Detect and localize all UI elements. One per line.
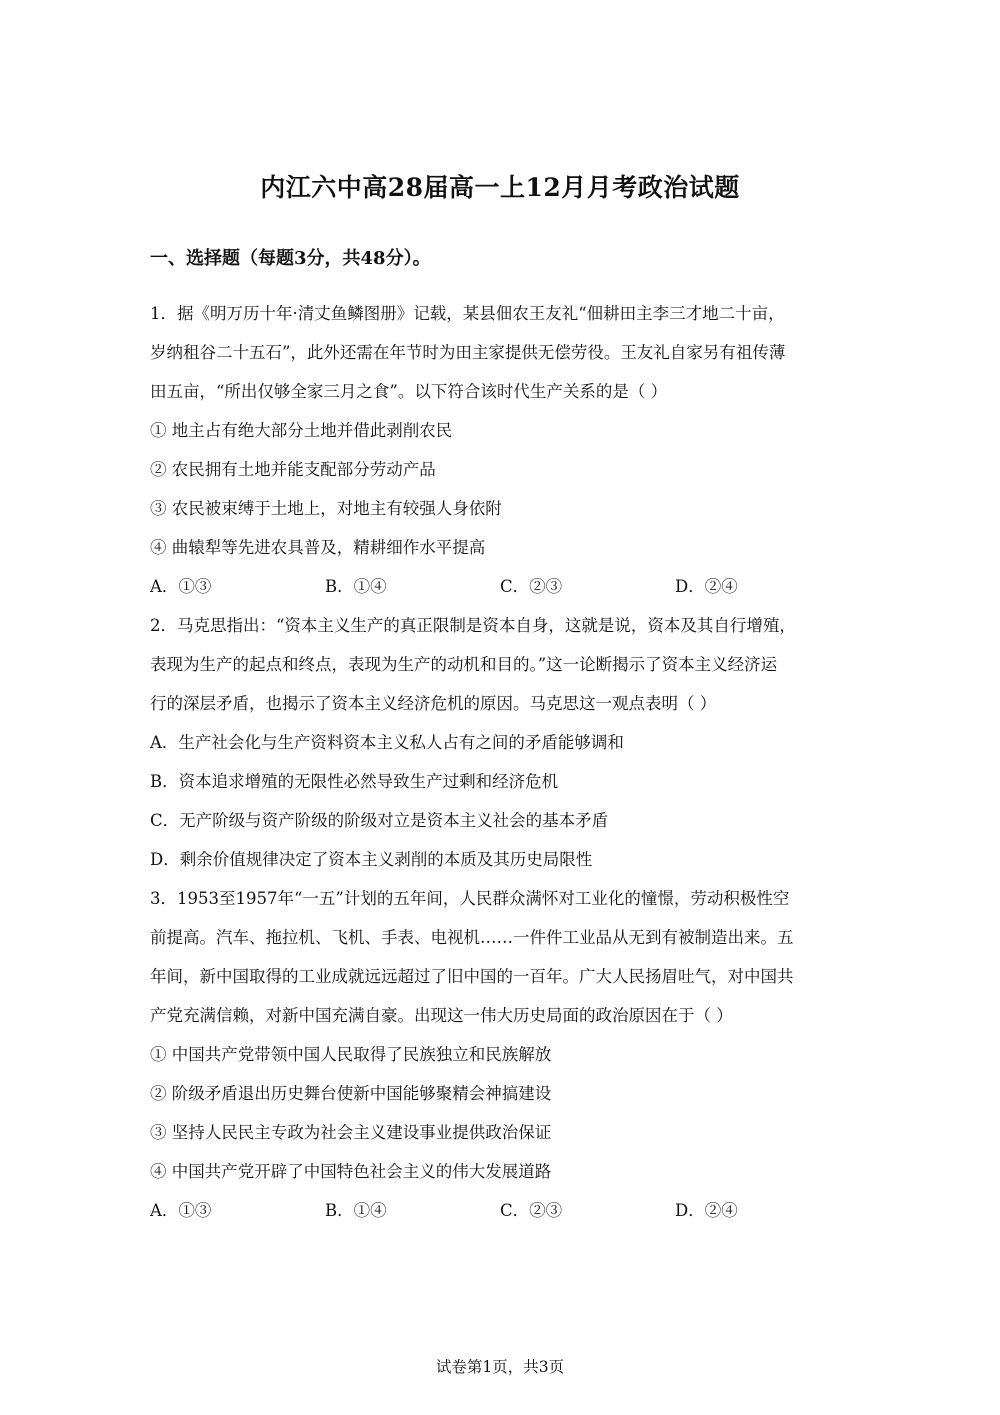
question-1 [150, 294, 850, 606]
option-d: D．②④ [675, 1201, 738, 1220]
question-item: ③ 农民被束缚于土地上，对地主有较强人身依附 [150, 499, 502, 518]
option-b: B．①④ [325, 1201, 387, 1220]
page-footer: 试卷第1页，共3页 [435, 1358, 565, 1376]
question-stem-line: 行的深层矛盾，也揭示了资本主义经济危机的原因。马克思这一观点表明（ ） [150, 694, 717, 713]
question-item: C．无产阶级与资产阶级的阶级对立是资本主义社会的基本矛盾 [150, 811, 609, 830]
question-item: ④ 中国共产党开辟了中国特色社会主义的伟大发展道路 [150, 1162, 552, 1181]
question-stem-line: 产党充满信赖，对新中国充满自豪。出现这一伟大历史局面的政治原因在于（ ） [150, 1006, 733, 1025]
answer-options [150, 1191, 850, 1230]
question-item: ① 地主占有绝大部分土地并借此剥削农民 [150, 421, 453, 440]
question-3 [150, 879, 850, 1230]
questions-container [150, 294, 850, 1230]
question-item: B．资本追求增殖的无限性必然导致生产过剩和经济危机 [150, 772, 559, 791]
question-stem-line: 1．据《明万历十年·清丈鱼鳞图册》记载，某县佃农王友礼“佃耕田主李三才地二十亩， [150, 304, 785, 323]
answer-options [150, 567, 850, 606]
question-item: ④ 曲辕犁等先进农具普及，精耕细作水平提高 [150, 538, 486, 557]
question-item: D．剩余价值规律决定了资本主义剥削的本质及其历史局限性 [150, 850, 593, 869]
question-item: A．生产社会化与生产资料资本主义私人占有之间的矛盾能够调和 [150, 733, 624, 752]
question-2 [150, 606, 850, 879]
question-stem-line: 年间，新中国取得的工业成就远远超过了旧中国的一百年。广大人民扬眉吐气，对中国共 [150, 967, 794, 986]
question-item: ② 农民拥有土地并能支配部分劳动产品 [150, 460, 436, 479]
page-title: 内江六中高28届高一上12月月考政治试题 [260, 173, 740, 202]
question-stem-line: 表现为生产的起点和终点，表现为生产的动机和目的。”这一论断揭示了资本主义经济运 [150, 655, 778, 674]
section-heading: 一、选择题（每题3分，共48分）。 [150, 248, 431, 269]
question-item: ② 阶级矛盾退出历史舞台使新中国能够聚精会神搞建设 [150, 1084, 552, 1103]
option-b: B．①④ [325, 577, 387, 596]
question-stem-line: 2．马克思指出：“资本主义生产的真正限制是资本自身，这就是说，资本及其自行增殖， [150, 616, 796, 635]
option-d: D．②④ [675, 577, 738, 596]
question-stem-line: 3．1953至1957年“一五”计划的五年间，人民群众满怀对工业化的憧憬，劳动积极性空 [150, 889, 790, 908]
option-c: C．②③ [500, 1201, 563, 1220]
question-stem-line: 前提高。汽车、拖拉机、飞机、手表、电视机……一件件工业品从无到有被制造出来。五 [150, 928, 794, 947]
question-item: ① 中国共产党带领中国人民取得了民族独立和民族解放 [150, 1045, 552, 1064]
question-item: ③ 坚持人民民主专政为社会主义建设事业提供政治保证 [150, 1123, 552, 1142]
question-stem-line: 岁纳租谷二十五石”，此外还需在年节时为田主家提供无偿劳役。王友礼自家另有祖传薄 [150, 343, 786, 362]
option-c: C．②③ [500, 577, 563, 596]
option-a: A．①③ [150, 577, 212, 596]
question-stem-line: 田五亩，“所出仅够全家三月之食”。以下符合该时代生产关系的是（ ） [150, 382, 668, 401]
option-a: A．①③ [150, 1201, 212, 1220]
